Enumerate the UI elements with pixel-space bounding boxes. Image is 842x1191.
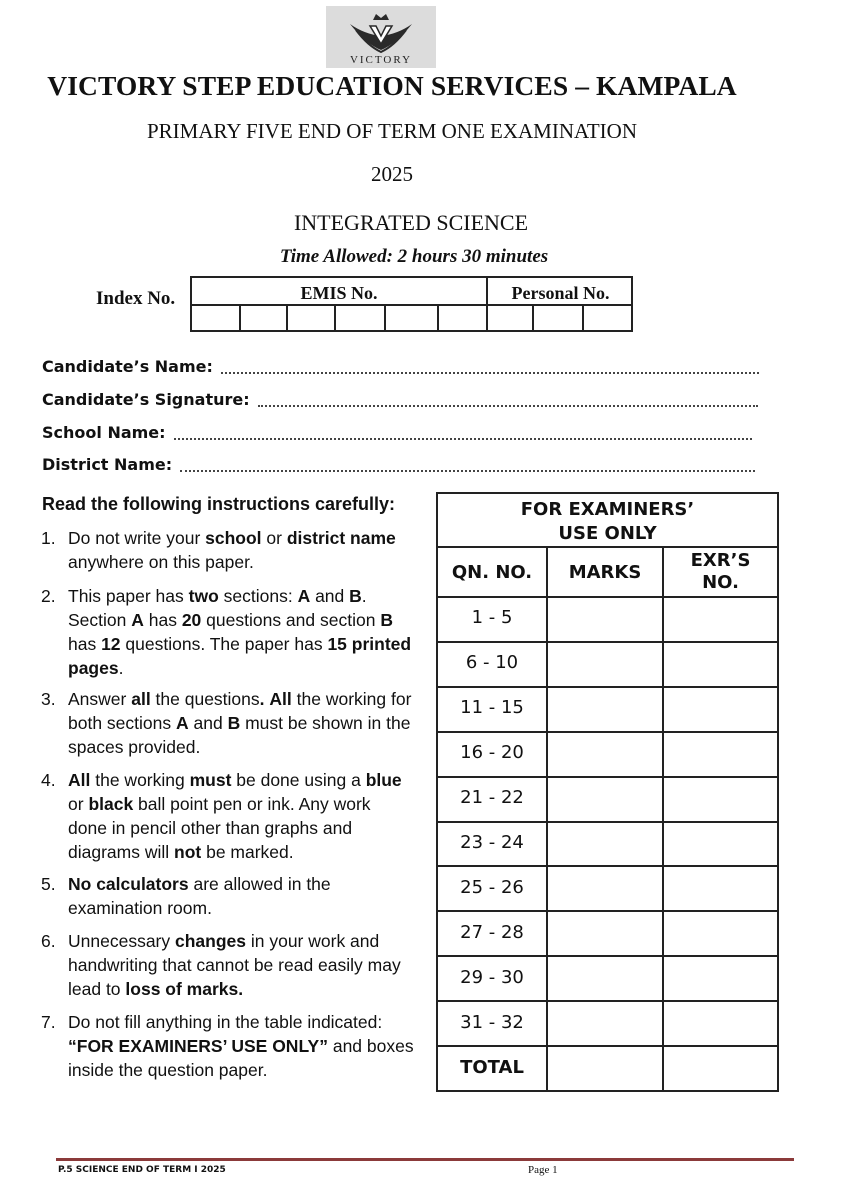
row-rule [438, 1045, 777, 1047]
instruction-number: 1. [41, 528, 56, 548]
footer-rule [56, 1158, 794, 1161]
examiner-number-cell[interactable] [664, 869, 777, 906]
instruction-text-run: are allowed in the examination room. [68, 874, 331, 918]
question-range-cell: 27 - 28 [460, 921, 524, 943]
instruction-number: 6. [41, 931, 56, 951]
subject-title: INTEGRATED SCIENCE [293, 210, 529, 235]
row-rule [438, 731, 777, 733]
marks-cell[interactable] [548, 914, 662, 951]
emphasized-text: No calculators [68, 874, 189, 894]
row-rule [438, 955, 777, 957]
instruction-text-run: Do not write your [68, 528, 206, 548]
emphasized-text: A [131, 610, 144, 630]
instruction-text [68, 687, 418, 759]
instruction-text-run: and [188, 713, 228, 733]
exam-year: 2025 [371, 162, 413, 186]
instruction-text-run: and [310, 586, 350, 606]
question-range-cell: TOTAL [460, 1056, 524, 1078]
emphasized-text: blue [365, 770, 402, 790]
marks-cell[interactable] [548, 1049, 662, 1086]
emphasized-text: . [259, 689, 265, 709]
instruction-text-run: has [143, 610, 182, 630]
examiner-number-cell[interactable] [664, 600, 777, 637]
marks-cell[interactable] [548, 690, 662, 727]
column-header-examiner [664, 550, 777, 594]
field-label: Candidate’s Signature: [42, 390, 250, 409]
index-number-label: Index No. [96, 288, 176, 309]
table-title [438, 498, 777, 546]
emphasized-text: 12 [101, 634, 121, 654]
emis-label: EMIS No. [300, 283, 378, 303]
instruction-text-run: the working for both sections [68, 689, 412, 733]
instruction-text [68, 872, 368, 920]
marks-cell[interactable] [548, 959, 662, 996]
instruction-number: 2. [41, 586, 56, 606]
examiner-number-cell[interactable] [664, 780, 777, 817]
row-rule [438, 865, 777, 867]
emphasized-text: B [349, 586, 362, 606]
emphasized-text: district name [286, 528, 396, 548]
emphasized-text: “FOR EXAMINERS’ USE ONLY” [68, 1036, 328, 1056]
instruction-text-run: must be shown in the spaces provided. [68, 713, 411, 757]
question-range-cell: 6 - 10 [465, 652, 519, 674]
instruction-number: 4. [41, 770, 56, 790]
marks-cell[interactable] [548, 735, 662, 772]
question-range-cell: 25 - 26 [460, 876, 524, 898]
instructions-heading: Read the following instructions carefully: [42, 494, 396, 514]
instruction-text-run: the working [90, 770, 190, 790]
logo-word: VICTORY [349, 54, 413, 66]
instruction-text-run: . Section [68, 586, 367, 630]
question-range-cell: 23 - 24 [460, 832, 524, 853]
column-header-qn: QN. NO. [451, 562, 533, 583]
examiner-number-cell[interactable] [664, 1049, 777, 1086]
instruction-text-run: questions. The paper has [120, 634, 328, 654]
row-rule [438, 821, 777, 823]
emphasized-text: two [188, 586, 219, 606]
instruction-text-run: Do not fill anything in the table indicated: [68, 1012, 383, 1032]
question-range-cell: 16 - 20 [460, 742, 524, 764]
box-divider [437, 304, 439, 330]
examiner-number-cell[interactable] [664, 959, 777, 996]
examiner-number-cell[interactable] [664, 825, 777, 862]
emphasized-text: black [88, 794, 134, 814]
emphasized-text: B [380, 610, 393, 630]
instruction-text [68, 584, 413, 680]
field-label: School Name: [42, 423, 166, 442]
emphasized-text: 15 printed pages [68, 634, 412, 678]
emphasized-text: must [189, 770, 232, 790]
instruction-text-run: Answer [68, 689, 132, 709]
table-rule [438, 546, 777, 548]
examiner-number-cell[interactable] [664, 1004, 777, 1041]
marks-cell[interactable] [548, 645, 662, 682]
instruction-text-run: ball point pen or ink. Any work done in pencil other than graphs and diagrams will [68, 794, 371, 862]
emphasized-text: loss of marks. [125, 979, 244, 999]
table-title-line: FOR EXAMINERS’ [520, 499, 695, 520]
marks-cell[interactable] [548, 825, 662, 862]
section-divider [486, 278, 488, 330]
instruction-text-run: sections: [218, 586, 298, 606]
instruction-number: 7. [41, 1012, 56, 1032]
emphasized-text: A [297, 586, 311, 606]
row-rule [438, 641, 777, 643]
instruction-text-run: Unnecessary [68, 931, 175, 951]
emphasized-text: All [68, 770, 91, 790]
organization-title: VICTORY STEP EDUCATION SERVICES – KAMPALA [47, 70, 737, 101]
instruction-text-run: . [118, 658, 124, 678]
row-rule [438, 776, 777, 778]
instruction-text-run: be done using a [231, 770, 366, 790]
instruction-text-run: anywhere on this paper. [68, 552, 254, 572]
examiner-number-cell[interactable] [664, 735, 777, 772]
row-rule [438, 686, 777, 688]
question-range-cell: 1 - 5 [471, 607, 513, 629]
instruction-text-run: in your work and handwriting that cannot be read easily may lead to [68, 931, 401, 999]
emphasized-text: changes [175, 931, 246, 951]
instruction-text-run: or [68, 794, 89, 814]
examiner-number-cell[interactable] [664, 914, 777, 951]
instruction-text-run: be marked. [201, 842, 294, 862]
question-range-cell: 11 - 15 [460, 697, 524, 719]
table-title-line: USE ONLY [558, 523, 657, 544]
instruction-text-run: has [68, 634, 102, 654]
row-rule [438, 1000, 777, 1002]
emphasized-text: 20 [181, 610, 202, 630]
row-rule [438, 596, 777, 598]
row-rule [438, 910, 777, 912]
marks-cell[interactable] [548, 1004, 662, 1041]
instruction-text [68, 526, 418, 574]
emphasized-text: all [131, 689, 151, 709]
emphasized-text: not [174, 842, 202, 862]
header-line: EXR’S [690, 550, 751, 571]
question-range-cell: 21 - 22 [460, 787, 524, 809]
instruction-text-run: and boxes inside the question paper. [68, 1036, 414, 1080]
instructions-list [0, 0, 430, 1100]
instruction-text [68, 1010, 418, 1082]
instruction-number: 3. [41, 689, 56, 709]
instruction-text [68, 768, 413, 864]
marks-cell[interactable] [548, 780, 662, 817]
personal-number-label: Personal No. [511, 283, 610, 303]
instruction-text-run: This paper has [68, 586, 189, 606]
exam-title: PRIMARY FIVE END OF TERM ONE EXAMINATION [146, 119, 637, 143]
instruction-number: 5. [41, 874, 56, 894]
instruction-text-run: or [261, 528, 287, 548]
time-allowed: Time Allowed: 2 hours 30 minutes [279, 246, 549, 267]
box-divider [582, 304, 584, 330]
column-header-marks: MARKS [568, 562, 642, 583]
instruction-text-run: questions and section [201, 610, 381, 630]
field-label: Candidate’s Name: [42, 357, 213, 376]
emphasized-text: B [227, 713, 241, 733]
question-range-cell: 31 - 32 [460, 1011, 524, 1033]
marks-cell[interactable] [548, 869, 662, 906]
question-range-cell: 29 - 30 [460, 966, 524, 988]
examiners-use-table [436, 492, 779, 1092]
emphasized-text: All [269, 689, 292, 709]
field-label: District Name: [42, 455, 173, 474]
examiner-number-cell[interactable] [664, 645, 777, 682]
instruction-text [68, 929, 413, 1001]
page-number: Page 1 [528, 1164, 558, 1176]
box-divider [532, 304, 534, 330]
header-line: NO. [702, 572, 739, 593]
emphasized-text: school [205, 528, 262, 548]
marks-cell[interactable] [548, 600, 662, 637]
instruction-text-run: the questions [150, 689, 260, 709]
footer-paper-code: P.5 SCIENCE END OF TERM I 2025 [58, 1165, 226, 1175]
examiner-number-cell[interactable] [664, 690, 777, 727]
emphasized-text: A [175, 713, 189, 733]
